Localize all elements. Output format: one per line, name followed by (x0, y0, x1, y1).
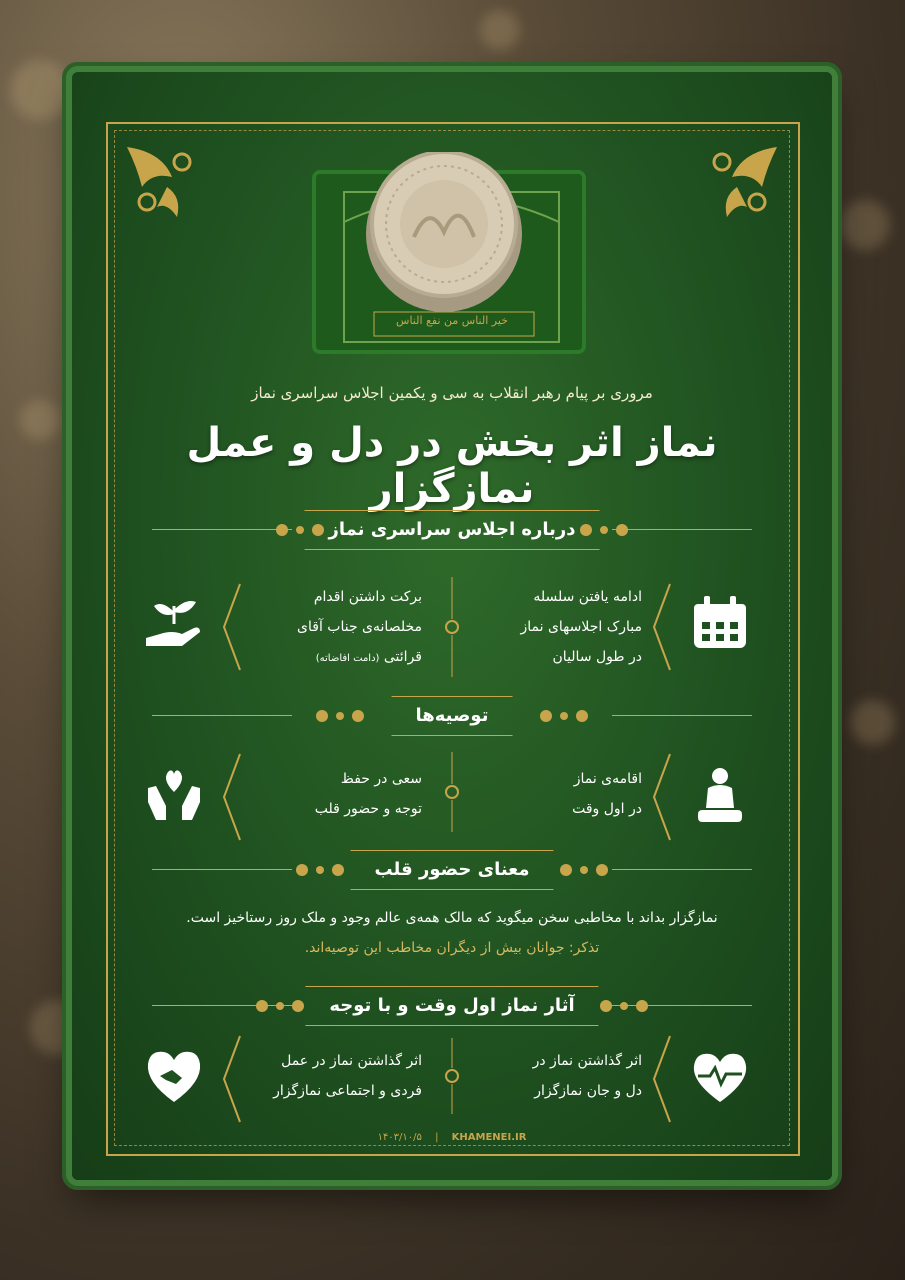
heart-in-hands-icon (142, 762, 206, 826)
praying-person-icon (688, 764, 752, 828)
divider-ring-icon (445, 1038, 459, 1114)
chevron-icon (652, 1034, 672, 1124)
calendar-icon (688, 592, 752, 656)
chevron-icon (652, 582, 672, 672)
effects-left-text: اثر گذاشتن نماز در عمل فردی و اجتماعی نمازگزار (273, 1053, 422, 1099)
about-row (132, 572, 772, 682)
emblem-caption: خیر الناس من نفع الناس (396, 314, 508, 327)
footer-credit: ۱۴۰۳/۱۰/۵ | KHAMENEI.IR (377, 1132, 527, 1143)
floral-ornament-icon (556, 860, 612, 880)
about-right-text: ادامه یافتن سلسله مبارک اجلاسهای نماز در طول سالیان (520, 589, 642, 665)
floral-ornament-icon (252, 996, 308, 1016)
floral-ornament-icon (536, 706, 592, 726)
section-title: معنای حضور قلب (351, 850, 554, 890)
section-header-advice (132, 696, 772, 736)
corner-ornament-left-icon (122, 142, 212, 222)
chevron-icon (652, 752, 672, 842)
divider-ring-icon (445, 752, 459, 832)
effects-row (132, 1038, 772, 1118)
poster-card (72, 72, 832, 1180)
section-header-meaning (132, 850, 772, 890)
advice-right-text: اقامه‌ی نماز در اول وقت (572, 771, 642, 817)
corner-ornament-right-icon (692, 142, 782, 222)
handshake-heart-icon (142, 1044, 206, 1108)
section-title: توصیه‌ها (392, 696, 513, 736)
chevron-icon (222, 582, 242, 672)
section-header-effects (132, 986, 772, 1026)
page-title: نماز اثر بخش در دل و عمل نمازگزار (186, 420, 718, 512)
floral-ornament-icon (596, 996, 652, 1016)
meaning-note: تذکر: جوانان بیش از دیگران مخاطب این توصیه‌اند. (304, 940, 600, 956)
about-left-text: برکت داشتن اقدام مخلصانه‌ی جناب آقای قرائتی (دامت افاضاته) (297, 589, 422, 665)
subtitle: مروری بر پیام رهبر انقلاب به سی و یکمین اجلاس سراسری نماز (251, 384, 653, 402)
effects-right-text: اثر گذاشتن نماز در دل و جان نمازگزار (532, 1053, 642, 1099)
advice-left-text: سعی در حفظ توجه و حضور قلب (314, 771, 422, 817)
chevron-icon (222, 1034, 242, 1124)
prayer-mat-emblem-icon (304, 152, 604, 372)
advice-row (132, 752, 772, 842)
divider-ring-icon (445, 577, 459, 677)
floral-ornament-icon (312, 706, 368, 726)
heartbeat-icon (688, 1046, 752, 1110)
section-title: آثار نماز اول وقت و با توجه (305, 986, 598, 1026)
plant-in-hand-icon (142, 592, 206, 656)
meaning-body: نمازگزار بداند با مخاطبی سخن میگوید که مالک همه‌ی عالم وجود و ملک روز رستاخیز است. (186, 910, 718, 926)
footer-site: KHAMENEI.IR (451, 1132, 527, 1143)
floral-ornament-icon (292, 860, 348, 880)
section-title: درباره اجلاس سراسری نماز (305, 510, 600, 550)
footer-date: ۱۴۰۳/۱۰/۵ (377, 1132, 422, 1143)
chevron-icon (222, 752, 242, 842)
section-header-about (132, 510, 772, 550)
